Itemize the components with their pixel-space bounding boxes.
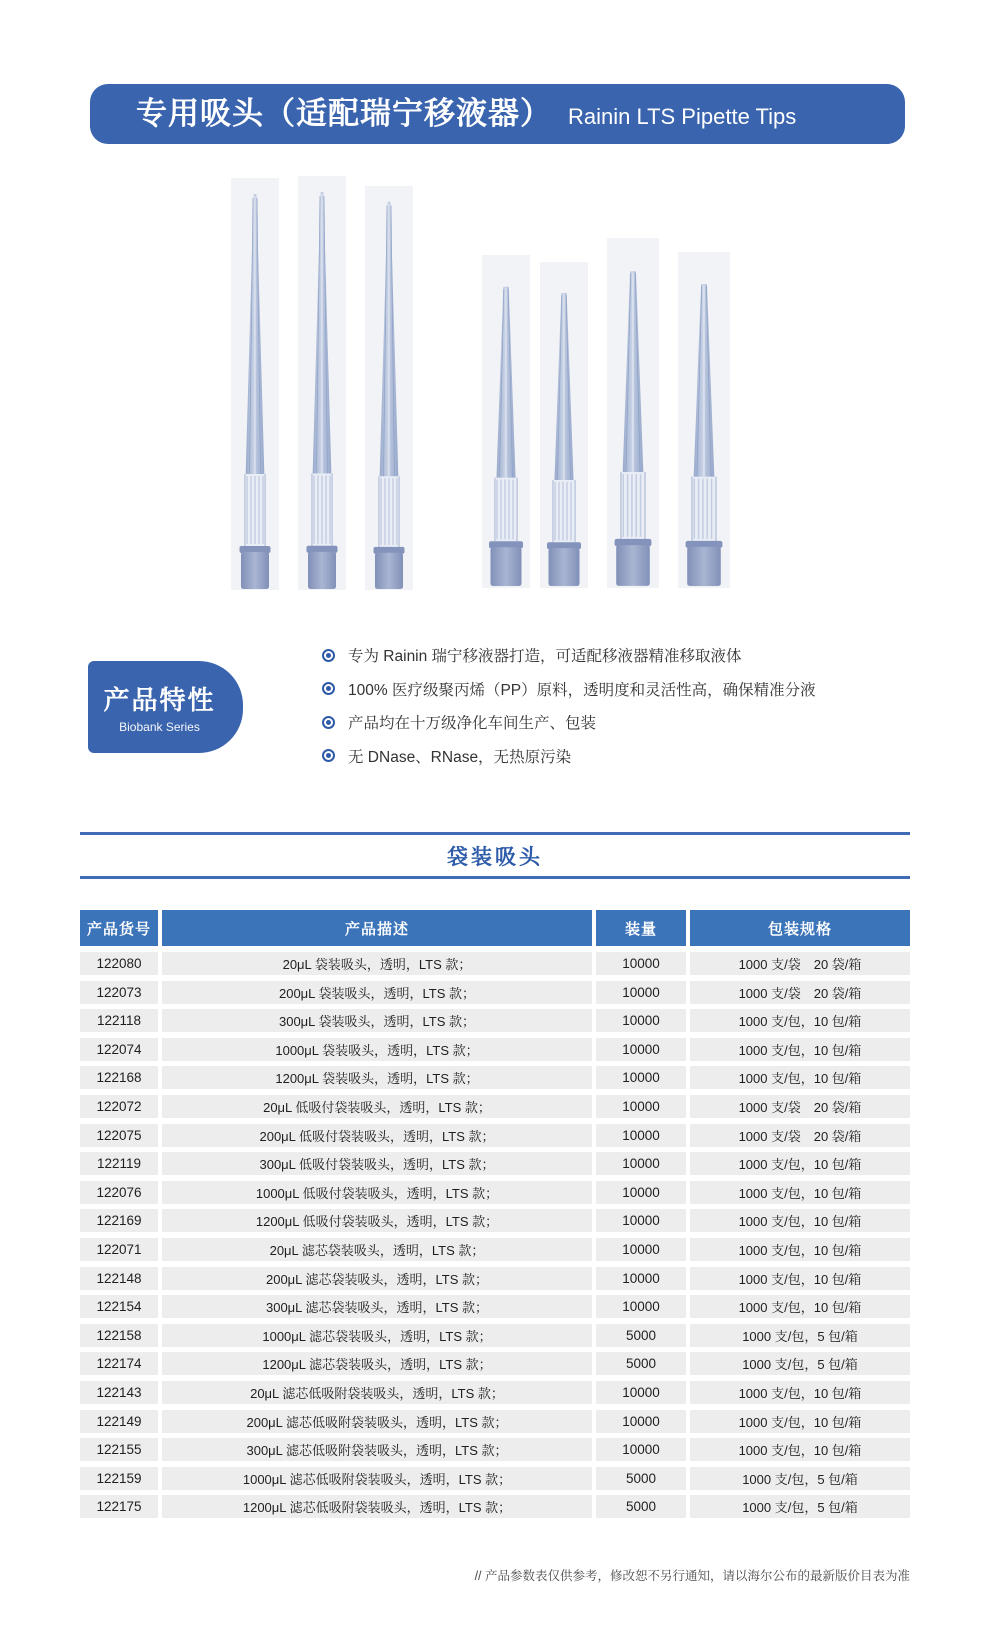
cell-quantity: 10000 (596, 1124, 686, 1147)
feature-item (322, 712, 816, 732)
table-row (80, 1038, 910, 1061)
pipette-tip-image (540, 262, 588, 588)
column-header-packaging: 包装规格 (690, 910, 910, 946)
cell-product-code: 122073 (80, 981, 158, 1004)
cell-description: 20μL 滤芯低吸附袋装吸头，透明，LTS 款； (162, 1381, 592, 1404)
feature-text: 产品均在十万级净化车间生产、包装 (348, 715, 597, 732)
table-row (80, 1238, 910, 1261)
cell-description: 300μL 滤芯袋装吸头，透明，LTS 款； (162, 1295, 592, 1318)
cell-quantity: 10000 (596, 1381, 686, 1404)
cell-product-code: 122175 (80, 1495, 158, 1518)
bullet-icon (322, 682, 335, 695)
page-title-english: Rainin LTS Pipette Tips (568, 104, 797, 129)
cell-description: 20μL 低吸付袋装吸头，透明，LTS 款； (162, 1095, 592, 1118)
pipette-tip-image (607, 238, 659, 588)
cell-product-code: 122080 (80, 952, 158, 975)
cell-quantity: 10000 (596, 1095, 686, 1118)
cell-quantity: 10000 (596, 1009, 686, 1032)
cell-packaging: 1000 支/包，10 包/箱 (690, 1410, 910, 1433)
cell-quantity: 5000 (596, 1495, 686, 1518)
pipette-tip-image (365, 186, 413, 590)
feature-sublabel: Biobank Series (119, 720, 200, 734)
cell-packaging: 1000 支/包，10 包/箱 (690, 1066, 910, 1089)
cell-product-code: 122158 (80, 1324, 158, 1347)
cell-description: 200μL 低吸付袋装吸头，透明，LTS 款； (162, 1124, 592, 1147)
column-header-description: 产品描述 (162, 910, 592, 946)
table-body (80, 952, 910, 1518)
cell-description: 1000μL 滤芯低吸附袋装吸头，透明，LTS 款； (162, 1467, 592, 1490)
cell-description: 200μL 袋装吸头，透明，LTS 款； (162, 981, 592, 1004)
table-row (80, 952, 910, 975)
table-row (80, 1181, 910, 1204)
feature-list (322, 645, 816, 779)
cell-product-code: 122143 (80, 1381, 158, 1404)
pipette-tip-image (482, 255, 530, 588)
feature-item (322, 746, 816, 766)
cell-product-code: 122118 (80, 1009, 158, 1032)
cell-packaging: 1000 支/袋 20 袋/箱 (690, 952, 910, 975)
column-header-product-code: 产品货号 (80, 910, 158, 946)
feature-item (322, 645, 816, 665)
cell-quantity: 10000 (596, 952, 686, 975)
table-header-row (80, 910, 910, 946)
cell-packaging: 1000 支/包，5 包/箱 (690, 1467, 910, 1490)
column-header-quantity: 装量 (596, 910, 686, 946)
cell-description: 1200μL 低吸付袋装吸头，透明，LTS 款； (162, 1209, 592, 1232)
cell-product-code: 122168 (80, 1066, 158, 1089)
footnote: // 产品参数表仅供参考，修改恕不另行通知，请以海尔公布的最新版价目表为准 (474, 1569, 910, 1583)
divider (80, 876, 910, 879)
feature-text: 专为 Rainin 瑞宁移液器打造，可适配移液器精准移取液体 (348, 648, 742, 665)
table-row (80, 1295, 910, 1318)
cell-product-code: 122071 (80, 1238, 158, 1261)
cell-description: 300μL 滤芯低吸附袋装吸头，透明，LTS 款； (162, 1438, 592, 1461)
table-row (80, 1352, 910, 1375)
cell-description: 1000μL 滤芯袋装吸头，透明，LTS 款； (162, 1324, 592, 1347)
pipette-tip-image (678, 252, 730, 588)
cell-description: 200μL 滤芯低吸附袋装吸头，透明，LTS 款； (162, 1410, 592, 1433)
cell-quantity: 10000 (596, 1209, 686, 1232)
table-row (80, 1324, 910, 1347)
cell-description: 200μL 滤芯袋装吸头，透明，LTS 款； (162, 1267, 592, 1290)
cell-quantity: 5000 (596, 1324, 686, 1347)
cell-packaging: 1000 支/包，10 包/箱 (690, 1009, 910, 1032)
table-row (80, 1124, 910, 1147)
cell-description: 1200μL 袋装吸头，透明，LTS 款； (162, 1066, 592, 1089)
cell-quantity: 10000 (596, 1295, 686, 1318)
feature-text: 100% 医疗级聚丙烯（PP）原料，透明度和灵活性高，确保精准分液 (348, 681, 816, 699)
cell-packaging: 1000 支/包，10 包/箱 (690, 1181, 910, 1204)
cell-product-code: 122174 (80, 1352, 158, 1375)
table-row (80, 1495, 910, 1518)
table-row (80, 1209, 910, 1232)
cell-description: 20μL 滤芯袋装吸头，透明，LTS 款； (162, 1238, 592, 1261)
cell-product-code: 122119 (80, 1152, 158, 1175)
feature-text: 无 DNase、RNase，无热原污染 (348, 748, 572, 766)
table-row (80, 981, 910, 1004)
cell-quantity: 10000 (596, 1267, 686, 1290)
cell-description: 1200μL 滤芯袋装吸头，透明，LTS 款； (162, 1352, 592, 1375)
cell-packaging: 1000 支/包，10 包/箱 (690, 1438, 910, 1461)
table-row (80, 1152, 910, 1175)
cell-packaging: 1000 支/包，5 包/箱 (690, 1495, 910, 1518)
cell-product-code: 122155 (80, 1438, 158, 1461)
table-row (80, 1267, 910, 1290)
cell-quantity: 5000 (596, 1352, 686, 1375)
cell-quantity: 10000 (596, 1410, 686, 1433)
table-row (80, 1381, 910, 1404)
cell-description: 300μL 袋装吸头，透明，LTS 款； (162, 1009, 592, 1032)
cell-packaging: 1000 支/包，5 包/箱 (690, 1352, 910, 1375)
cell-product-code: 122072 (80, 1095, 158, 1118)
cell-quantity: 10000 (596, 1152, 686, 1175)
cell-quantity: 10000 (596, 1181, 686, 1204)
cell-packaging: 1000 支/包，10 包/箱 (690, 1209, 910, 1232)
table-row (80, 1009, 910, 1032)
cell-packaging: 1000 支/袋 20 袋/箱 (690, 981, 910, 1004)
cell-product-code: 122074 (80, 1038, 158, 1061)
table-row (80, 1410, 910, 1433)
bullet-icon (322, 716, 335, 729)
table-row (80, 1438, 910, 1461)
page-title-banner (90, 84, 905, 144)
cell-packaging: 1000 支/包，10 包/箱 (690, 1267, 910, 1290)
cell-packaging: 1000 支/包，10 包/箱 (690, 1038, 910, 1061)
cell-description: 1000μL 袋装吸头，透明，LTS 款； (162, 1038, 592, 1061)
pipette-tip-image (298, 176, 346, 590)
cell-description: 1000μL 低吸付袋装吸头，透明，LTS 款； (162, 1181, 592, 1204)
cell-packaging: 1000 支/包，10 包/箱 (690, 1295, 910, 1318)
cell-packaging: 1000 支/包，10 包/箱 (690, 1152, 910, 1175)
cell-packaging: 1000 支/包，10 包/箱 (690, 1238, 910, 1261)
cell-packaging: 1000 支/袋 20 袋/箱 (690, 1095, 910, 1118)
cell-packaging: 1000 支/包，5 包/箱 (690, 1324, 910, 1347)
cell-description: 20μL 袋装吸头，透明，LTS 款； (162, 952, 592, 975)
feature-label: 产品特性 (103, 685, 216, 715)
cell-product-code: 122159 (80, 1467, 158, 1490)
cell-description: 1200μL 滤芯低吸附袋装吸头，透明，LTS 款； (162, 1495, 592, 1518)
pipette-tip-image (231, 178, 279, 590)
cell-quantity: 10000 (596, 1438, 686, 1461)
bullet-icon (322, 649, 335, 662)
table-row (80, 1095, 910, 1118)
cell-packaging: 1000 支/袋 20 袋/箱 (690, 1124, 910, 1147)
cell-packaging: 1000 支/包，10 包/箱 (690, 1381, 910, 1404)
cell-quantity: 10000 (596, 981, 686, 1004)
cell-product-code: 122154 (80, 1295, 158, 1318)
product-table (80, 910, 910, 1524)
cell-product-code: 122169 (80, 1209, 158, 1232)
table-row (80, 1467, 910, 1490)
cell-quantity: 5000 (596, 1467, 686, 1490)
cell-product-code: 122149 (80, 1410, 158, 1433)
cell-product-code: 122076 (80, 1181, 158, 1204)
cell-quantity: 10000 (596, 1066, 686, 1089)
cell-product-code: 122075 (80, 1124, 158, 1147)
cell-description: 300μL 低吸付袋装吸头，透明，LTS 款； (162, 1152, 592, 1175)
feature-label-box (88, 661, 243, 753)
section-title: 袋装吸头 (447, 846, 543, 869)
cell-quantity: 10000 (596, 1238, 686, 1261)
table-row (80, 1066, 910, 1089)
page-title: 专用吸头（适配瑞宁移液器） (136, 96, 552, 131)
cell-quantity: 10000 (596, 1038, 686, 1061)
bullet-icon (322, 749, 335, 762)
feature-item (322, 679, 816, 699)
cell-product-code: 122148 (80, 1267, 158, 1290)
divider (80, 832, 910, 835)
